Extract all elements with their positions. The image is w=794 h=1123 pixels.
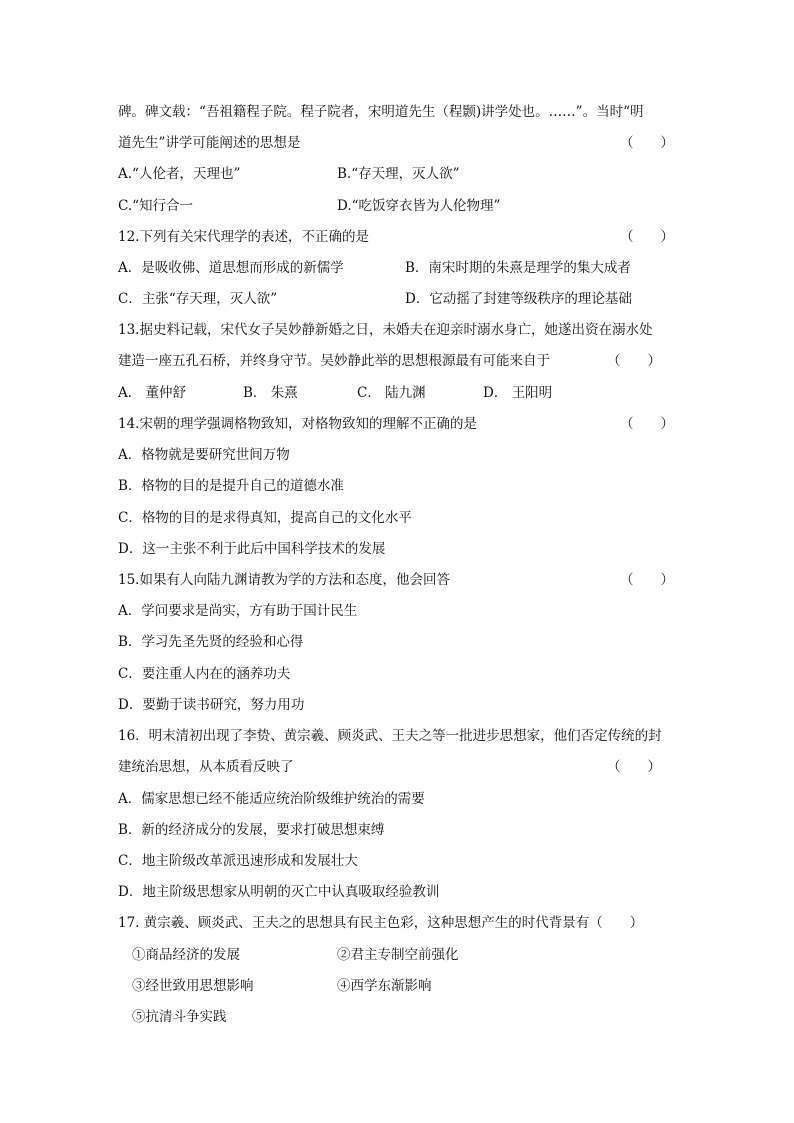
q16-option-b: B．新的经济成分的发展，要求打破思想束缚 [118,822,385,838]
q16-option-a: A．儒家思想已经不能适应统治阶级维护统治的需要 [118,791,425,807]
q11-stem-line-1: 碑。碑文载：“吾祖籍程子院。程子院者，宋明道先生（程颢)讲学处也。……”。当时“明 [118,104,644,120]
q13-option-d: D． 王阳明 [483,385,553,401]
q17-stem: 17. 黄宗羲、顾炎武、王夫之的思想具有民主色彩，这种思想产生的时代背景有（ ） [118,915,644,931]
q12-option-a: A．是吸收佛、道思想而形成的新儒学 [118,260,344,276]
q13-option-b: B． 朱熹 [243,385,298,401]
q17-item-5: ⑤抗清斗争实践 [132,1009,227,1025]
q15-option-c: C．要注重人内在的涵养功夫 [118,666,291,682]
q11-option-d: D.“吃饭穿衣皆为人伦物理” [337,198,501,214]
q11-stem-line-2: 道先生”讲学可能阐述的思想是 [118,135,301,151]
q12-option-d: D．它动摇了封建等级秩序的理论基础 [405,291,632,307]
q17-item-2: ②君主专制空前强化 [337,947,459,963]
q17-item-1: ①商品经济的发展 [132,947,240,963]
q17-item-3: ③经世致用思想影响 [132,978,254,994]
q13-stem-line-1: 13.据史料记载，宋代女子吴妙静新婚之日，未婚夫在迎亲时溺水身亡，她遂出资在溺水处 [118,322,653,338]
q16-stem-line-2: 建统治思想，从本质看反映了 [118,759,294,775]
q13-option-a: A． 董仲舒 [118,385,187,401]
q11-option-b: B.“存天理，灭人欲” [337,166,460,182]
q11-option-a: A.“人伦者，天理也” [118,166,241,182]
q16-option-c: C．地主阶级改革派迅速形成和发展壮大 [118,853,358,869]
q15-option-b: B．学习先圣先贤的经验和心得 [118,634,304,650]
q16-answer-blank: （ ） [607,759,661,775]
q13-option-c: C． 陆九渊 [357,385,426,401]
q11-answer-blank: （ ） [620,135,674,151]
q16-option-d: D．地主阶级思想家从明朝的灭亡中认真吸取经验教训 [118,884,440,900]
q15-stem: 15.如果有人向陆九渊请教为学的方法和态度，他会回答 [118,572,450,588]
q15-option-d: D．要勤于读书研究，努力用功 [118,697,305,713]
q15-answer-blank: （ ） [620,572,674,588]
q14-option-b: B．格物的目的是提升自己的道德水准 [118,478,344,494]
q16-stem-line-1: 16．明末清初出现了李贽、黄宗羲、顾炎武、王夫之等一批进步思想家，他们否定传统的封 [118,728,662,744]
q12-answer-blank: （ ） [620,229,674,245]
q14-option-d: D．这一主张不利于此后中国科学技术的发展 [118,541,386,557]
q14-option-a: A．格物就是要研究世间万物 [118,447,290,463]
q12-option-c: C．主张“存天理，灭人欲” [118,291,278,307]
q14-answer-blank: （ ） [620,416,674,432]
q11-option-c: C.“知行合一 [118,198,194,214]
q15-option-a: A．学问要求是尚实，方有助于国计民生 [118,603,358,619]
q13-stem-line-2: 建造一座五孔石桥，并终身守节。吴妙静此举的思想根源最有可能来自于 [118,353,550,369]
q12-option-b: B．南宋时期的朱熹是理学的集大成者 [405,260,631,276]
q13-answer-blank: （ ） [607,353,661,369]
q14-stem: 14.宋朝的理学强调格物致知，对格物致知的理解不正确的是 [118,416,477,432]
q17-item-4: ④西学东渐影响 [337,978,432,994]
q12-stem: 12.下列有关宋代理学的表述，不正确的是 [118,229,369,245]
q14-option-c: C．格物的目的是求得真知，提高自己的文化水平 [118,510,412,526]
